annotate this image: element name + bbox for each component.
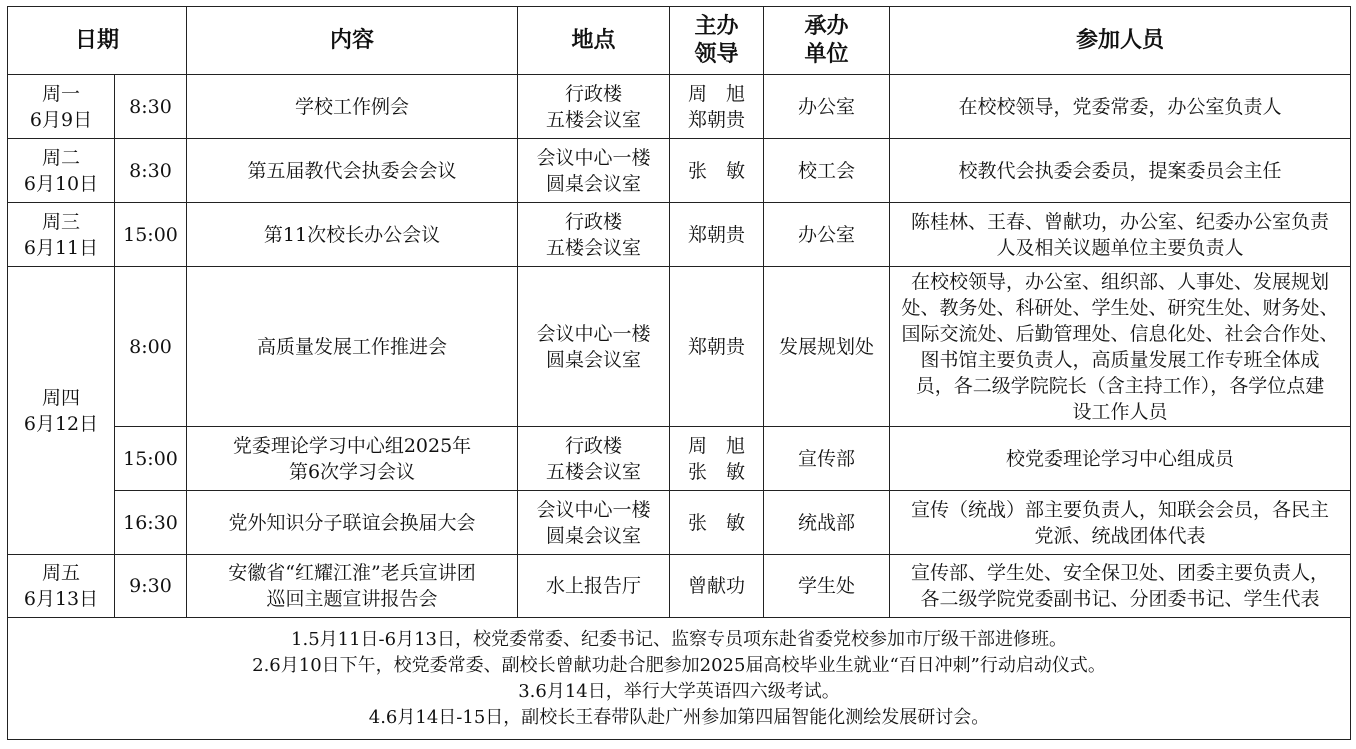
location-line: 行政楼 — [565, 82, 623, 105]
location-line: 水上报告厅 — [546, 575, 642, 597]
unit-cell: 宣传部 — [764, 427, 890, 491]
header-row — [8, 7, 1351, 75]
leader-name: 郑朝贵 — [688, 223, 746, 246]
location-cell — [518, 491, 670, 555]
location-cell — [518, 75, 670, 139]
date: 6月10日 — [23, 172, 99, 195]
time-cell: 15:00 — [115, 427, 187, 491]
attendees-line: 在校校领导，办公室、组织部、人事处、发展规划 — [911, 270, 1330, 293]
location-line: 会议中心一楼 — [536, 146, 651, 169]
unit-cell: 统战部 — [764, 491, 890, 555]
leader-name: 张 敏 — [688, 159, 746, 182]
content-cell — [187, 139, 518, 203]
day-cell — [8, 75, 115, 139]
attendees-line: 人及相关议题单位主要负责人 — [996, 236, 1244, 259]
weekday: 周五 — [41, 562, 80, 584]
date: 6月9日 — [29, 108, 93, 131]
attendees-line: 党派、统战团体代表 — [1034, 524, 1206, 547]
weekday: 周三 — [41, 210, 80, 233]
header-unit-line2: 单位 — [804, 41, 849, 67]
day-cell — [8, 555, 115, 618]
header-content: 内容 — [187, 7, 518, 75]
header-attendees: 参加人员 — [890, 7, 1351, 75]
location-line: 行政楼 — [565, 434, 623, 457]
header-leader-line2: 领导 — [694, 41, 739, 67]
note-line: 3.6月14日，举行大学英语四六级考试。 — [518, 680, 840, 702]
attendees-cell — [890, 75, 1351, 139]
attendees-cell — [890, 139, 1351, 203]
attendees-line: 宣传部、学生处、安全保卫处、团委主要负责人， — [911, 562, 1330, 584]
content-line: 高质量发展工作推进会 — [257, 335, 448, 358]
day-cell — [8, 139, 115, 203]
leader-name: 曾献功 — [688, 575, 746, 597]
table-row — [8, 139, 1351, 203]
location-line: 会议中心一楼 — [536, 498, 651, 521]
time-cell: 8:30 — [115, 139, 187, 203]
attendees-line: 在校校领导，党委常委，办公室负责人 — [958, 95, 1282, 118]
content-cell — [187, 427, 518, 491]
content-line: 党外知识分子联谊会换届大会 — [228, 511, 476, 534]
content-cell — [187, 555, 518, 618]
content-line: 安徽省“红耀江淮”老兵宣讲团 — [228, 562, 476, 584]
time-cell: 15:00 — [115, 203, 187, 267]
leader-name: 张 敏 — [688, 460, 746, 483]
content-line: 巡回主题宣讲报告会 — [266, 588, 438, 610]
attendees-cell — [890, 491, 1351, 555]
date: 6月11日 — [23, 236, 99, 259]
day-cell — [8, 203, 115, 267]
note-line: 2.6月10日下午，校党委常委、副校长曾献功赴合肥参加2025届高校毕业生就业“百日冲刺”行动启动仪式。 — [252, 654, 1106, 676]
attendees-line: 陈桂林、王春、曾献功，办公室、纪委办公室负责 — [911, 210, 1330, 233]
attendees-line: 员，各二级学院院长（含主持工作），各学位点建 — [915, 374, 1325, 397]
location-cell — [518, 267, 670, 427]
time-cell: 8:30 — [115, 75, 187, 139]
attendees-line: 图书馆主要负责人，高质量发展工作专班全体成 — [920, 348, 1320, 371]
time-cell: 16:30 — [115, 491, 187, 555]
leader-cell — [670, 491, 764, 555]
table-row — [8, 555, 1351, 618]
time-cell: 8:00 — [115, 267, 187, 427]
unit-cell: 学生处 — [764, 555, 890, 618]
attendees-cell — [890, 267, 1351, 427]
header-location: 地点 — [518, 7, 670, 75]
attendees-line: 国际交流处、后勤管理处、信息化处、社会合作处、 — [901, 322, 1339, 345]
leader-name: 郑朝贵 — [688, 108, 746, 131]
leader-name: 周 旭 — [688, 434, 746, 457]
date: 6月12日 — [23, 412, 99, 435]
note-line: 4.6月14日-15日，副校长王春带队赴广州参加第四届智能化测绘发展研讨会。 — [368, 706, 990, 728]
attendees-cell — [890, 427, 1351, 491]
header-leader — [670, 7, 764, 75]
note-line: 1.5月11日-6月13日，校党委常委、纪委书记、监察专员项东赴省委党校参加市厅级干部进修班。 — [291, 628, 1067, 650]
day-cell — [8, 267, 115, 555]
location-cell — [518, 427, 670, 491]
attendees-line: 宣传（统战）部主要负责人，知联会会员，各民主 — [911, 498, 1330, 521]
location-line: 会议中心一楼 — [536, 322, 651, 345]
table-row — [8, 75, 1351, 139]
location-line: 五楼会议室 — [546, 460, 642, 483]
leader-name: 郑朝贵 — [688, 335, 746, 358]
attendees-line: 校教代会执委会委员，提案委员会主任 — [958, 159, 1282, 182]
leader-cell — [670, 555, 764, 618]
content-line: 第6次学习会议 — [288, 460, 416, 483]
location-line: 圆桌会议室 — [546, 348, 642, 371]
content-cell — [187, 75, 518, 139]
location-line: 五楼会议室 — [546, 108, 642, 131]
location-cell — [518, 139, 670, 203]
leader-cell — [670, 427, 764, 491]
location-line: 圆桌会议室 — [546, 524, 642, 547]
unit-cell: 校工会 — [764, 139, 890, 203]
notes-row — [8, 618, 1351, 740]
time-cell: 9:30 — [115, 555, 187, 618]
attendees-cell — [890, 555, 1351, 618]
content-cell — [187, 203, 518, 267]
leader-name: 周 旭 — [688, 82, 746, 105]
leader-cell — [670, 139, 764, 203]
unit-cell: 办公室 — [764, 203, 890, 267]
leader-name: 张 敏 — [688, 511, 746, 534]
content-cell — [187, 267, 518, 427]
leader-cell — [670, 267, 764, 427]
table-row — [8, 203, 1351, 267]
weekday: 周四 — [41, 386, 80, 409]
leader-cell — [670, 75, 764, 139]
content-line: 第五届教代会执委会会议 — [247, 159, 457, 182]
content-line: 学校工作例会 — [295, 95, 410, 118]
attendees-line: 处、教务处、科研处、学生处、研究生处、财务处、 — [901, 296, 1339, 319]
content-line: 党委理论学习中心组2025年 — [232, 434, 472, 457]
date: 6月13日 — [23, 588, 99, 610]
header-unit-line1: 承办 — [804, 13, 849, 39]
header-date: 日期 — [8, 7, 187, 75]
content-cell — [187, 491, 518, 555]
leader-cell — [670, 203, 764, 267]
location-line: 五楼会议室 — [546, 236, 642, 259]
attendees-line: 校党委理论学习中心组成员 — [1006, 447, 1235, 470]
notes-cell — [8, 618, 1351, 740]
attendees-cell — [890, 203, 1351, 267]
location-cell — [518, 555, 670, 618]
location-cell — [518, 203, 670, 267]
weekly-schedule-table — [7, 6, 1351, 740]
unit-cell: 发展规划处 — [764, 267, 890, 427]
location-line: 圆桌会议室 — [546, 172, 642, 195]
attendees-line: 各二级学院党委副书记、分团委书记、学生代表 — [920, 588, 1320, 610]
weekday: 周二 — [41, 146, 80, 169]
location-line: 行政楼 — [565, 210, 623, 233]
content-line: 第11次校长办公会议 — [263, 223, 441, 246]
table-row — [8, 267, 1351, 427]
attendees-line: 设工作人员 — [1072, 400, 1168, 423]
table-row — [8, 491, 1351, 555]
unit-cell: 办公室 — [764, 75, 890, 139]
schedule-page — [7, 6, 1351, 740]
table-row — [8, 427, 1351, 491]
header-leader-line1: 主办 — [694, 13, 739, 39]
header-unit — [764, 7, 890, 75]
weekday: 周一 — [41, 82, 80, 105]
